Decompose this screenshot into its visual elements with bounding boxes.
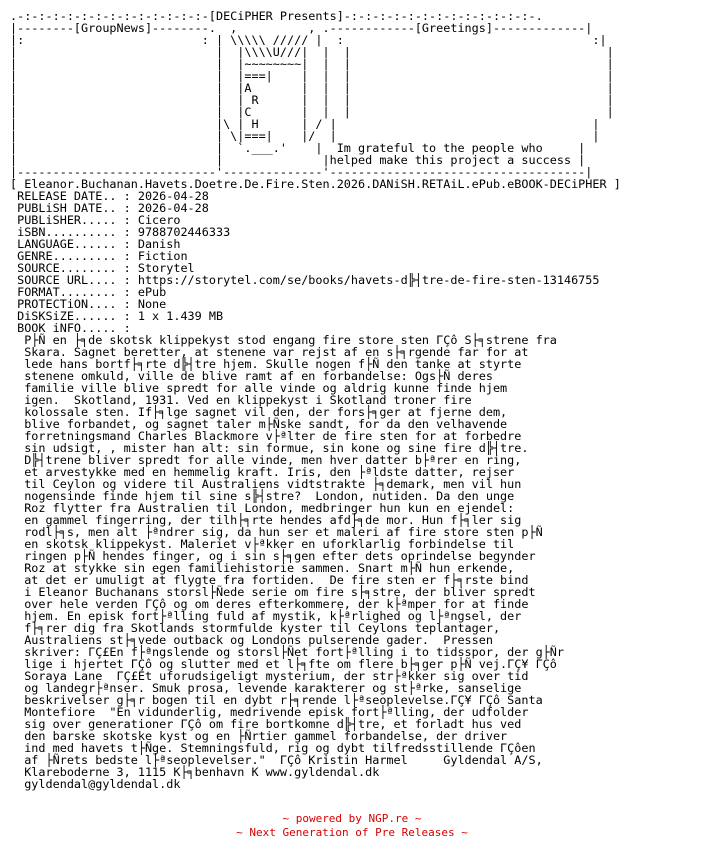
nfo-line: et arvestykke med en hemmelig kraft. Iris, den ├ªldste datter, rejser [10, 465, 515, 479]
nfo-line: | | |===| | | | | [10, 69, 614, 83]
nfo-line: SOURCE URL.... : https://storytel.com/se/books/havets-d╠┤tre-de-fire-sten-13146755 [10, 273, 600, 287]
nfo-line: Soraya Lane ΓÇ£Et uforudsigeligt mysterium, der str├ªkker sig over tid [10, 669, 529, 683]
nfo-line: RELEASE DATE.. : 2026-04-28 [10, 189, 209, 203]
nfo-line: Australiens st├╕vede outback og Londons pulserende gader. Pressen [10, 633, 493, 647]
nfo-line: |----------------------------'--------------'------------------------------------| [10, 165, 593, 179]
nfo-line: kolossale sten. If├╕lge sagnet vil den, der fors├╕ger at fjerne dem, [10, 405, 508, 419]
nfo-line: FORMAT........ : ePub [10, 285, 167, 299]
nfo-line: til Ceylon og videre til Australiens vidtstrakte ├╕demark, men vil hun [10, 477, 522, 491]
nfo-line: PUBLiSH DATE.. : 2026-04-28 [10, 201, 209, 215]
nfo-line: | | |~~~~~~~~| | | | [10, 57, 614, 71]
nfo-line: iSBN.......... : 9788702446333 [10, 225, 231, 239]
nfo-line: SOURCE........ : Storytel [10, 261, 195, 275]
nfo-line: | | `.___.' | Im grateful to the people who | [10, 141, 586, 155]
nfo-line: | | |A | | | | [10, 81, 614, 95]
nfo-line: beskrivelser g├╕r bogen til en dybt r├╕rende l├ªseoplevelse.ΓÇ¥ ΓÇô Santa [10, 693, 543, 707]
nfo-line: sig over generationer ΓÇô om fire bortkomne d╠┤tre, et forladt hus ved [10, 717, 522, 731]
nfo-line: | | | R | | | | [10, 93, 614, 107]
nfo-line: | |\ | H | / | | [10, 117, 600, 131]
nfo-line: Klareboderne 3, 1115 K├╕benhavn K www.gyldendal.dk [10, 765, 380, 779]
nfo-line: i Eleanor Buchanans storsl├Ñede serie om fire s├╕stre, der bliver spredt [10, 585, 536, 599]
nfo-line: hjem. En episk fort├ªlling fuld af mystik, k├ªrlighed og l├ªngsel, der [10, 609, 522, 623]
nfo-line: ringen p├Ñ hendes finger, og i sin s├╕gen efter dets oprindelse begynder [10, 549, 536, 563]
nfo-line: PROTECTiON.... : None [10, 297, 167, 311]
nfo-line: en skotsk klippekyst. Maleriet v├ªkker en uforklarlig forbindelse til [10, 537, 515, 551]
nfo-line: f├╕rer dig fra Skotlands stormfulde kyster til Ceylons teplantager, [10, 621, 501, 635]
nfo-line: over hele verden ΓÇô og om deres efterkommere, der k├ªmper for at finde [10, 597, 529, 611]
nfo-line: at det er umuligt at flygte fra fortiden. De fire sten er f├╕rste bind [10, 573, 529, 587]
footer-tagline: ~ Next Generation of Pre Releases ~ [236, 826, 468, 839]
nfo-line: familie ville blive spredt for alle vinde og aldrig kunne finde hjem [10, 381, 508, 395]
nfo-line: | | |helped make this project a success | [10, 153, 586, 167]
nfo-line: Skara. Sagnet beretter, at stenene var rejst af en s├╕rgende far for at [10, 345, 529, 359]
nfo-line: rodl├╕s, men alt ├ªndrer sig, da hun ser et maleri af fire store sten p├Ñ [10, 525, 543, 539]
nfo-line: sin udsigt, , mister han alt: sin formue, sin kone og sine fire d╠┤tre. [10, 441, 529, 455]
nfo-line: |: : | \\\\\ ///// | : :| [10, 33, 607, 47]
footer [0, 812, 704, 840]
nfo-line: D╠┤trene bliver spredt for alle vinde, men hver datter b├ªrer en ring, [10, 453, 522, 467]
nfo-text-block [10, 10, 621, 790]
footer-powered-by: ~ powered by NGP.re ~ [282, 812, 422, 825]
nfo-line: forretningsmand Charles Blackmore v├ªlter de fire sten for at forbedre [10, 429, 522, 443]
nfo-line: GENRE......... : Fiction [10, 249, 188, 263]
nfo-line: | | \|===| |/ | | [10, 129, 600, 143]
nfo-line: DiSKSiZE...... : 1 x 1.439 MB [10, 309, 224, 323]
nfo-line: Roz at stykke sin egen familiehistorie sammen. Snart m├Ñ hun erkende, [10, 561, 515, 575]
nfo-line: .-:-:-:-:-:-:-:-:-:-:-:-:-:-[DECiPHER Presents]-:-:-:-:-:-:-:-:-:-:-:-:-:-. [10, 9, 543, 23]
nfo-line: |--------[GroupNews]--------. , , .------------[Greetings]-------------| [10, 21, 593, 35]
nfo-line: blive forbandet, og sagnet taler m├Ñske sandt, for da den velhavende [10, 417, 508, 431]
nfo-line: | | |\\\\U///| | | | [10, 45, 614, 59]
nfo-line: nogensinde finde hjem til sine s╠┤stre? London, nutiden. Da den unge [10, 489, 515, 503]
nfo-line: | | |C | | | | [10, 105, 614, 119]
nfo-line: lige i hjertet ΓÇô og slutter med et l├╕fte om flere b├╕ger p├Ñ vej.ΓÇ¥ ΓÇô [10, 657, 557, 671]
nfo-line: P├Ñ en ├╕de skotsk klippekyst stod engang fire store sten ΓÇô S├╕strene fra [10, 333, 557, 347]
nfo-line: Roz flytter fra Australien til London, medbringer hun kun en ejendel: [10, 501, 515, 515]
nfo-line: Montefiore "En vidunderlig, medrivende episk fort├ªlling, der udfolder [10, 705, 529, 719]
nfo-line: den barske skotske kyst og en ├Ñrtier gammel forbandelse, der driver [10, 729, 508, 743]
nfo-line: igen. Skotland, 1931. Ved en klippekyst i Skotland troner fire [10, 393, 472, 407]
nfo-line: PUBLiSHER..... : Cicero [10, 213, 181, 227]
nfo-line: ind med havets t├Ñge. Stemningsfuld, rig og dybt tilfredsstillende ΓÇôen [10, 741, 536, 755]
nfo-line: BOOK iNFO..... : [10, 321, 131, 335]
nfo-line: og landegr├ªnser. Smuk prosa, levende karakterer og st├ªrke, sanselige [10, 681, 522, 695]
nfo-line: stenene omkuld, ville de blive ramt af en forbandelse: Ogs├Ñ deres [10, 369, 493, 383]
nfo-line: lede hans bortf├╕rte d╠┤tre hjem. Skulle nogen f├Ñ den tanke at styrte [10, 357, 522, 371]
nfo-line: LANGUAGE...... : Danish [10, 237, 181, 251]
nfo-line: gyldendal@gyldendal.dk [10, 777, 181, 791]
nfo-line: skriver: ΓÇ£En f├ªngslende og storsl├Ñet fort├ªlling i to tidsspor, der g├Ñr [10, 645, 564, 659]
nfo-line: en gammel fingerring, der tilh├╕rte hendes afd├╕de mor. Hun f├╕ler sig [10, 513, 522, 527]
nfo-line: af ├Ñrets bedste l├ªseoplevelser." ΓÇô Kristin Harmel Gyldendal A/S, [10, 753, 543, 767]
nfo-line: [ Eleanor.Buchanan.Havets.Doetre.De.Fire.Sten.2026.DANiSH.RETAiL.ePub.eBOOK-DECiPHER ] [10, 177, 621, 191]
